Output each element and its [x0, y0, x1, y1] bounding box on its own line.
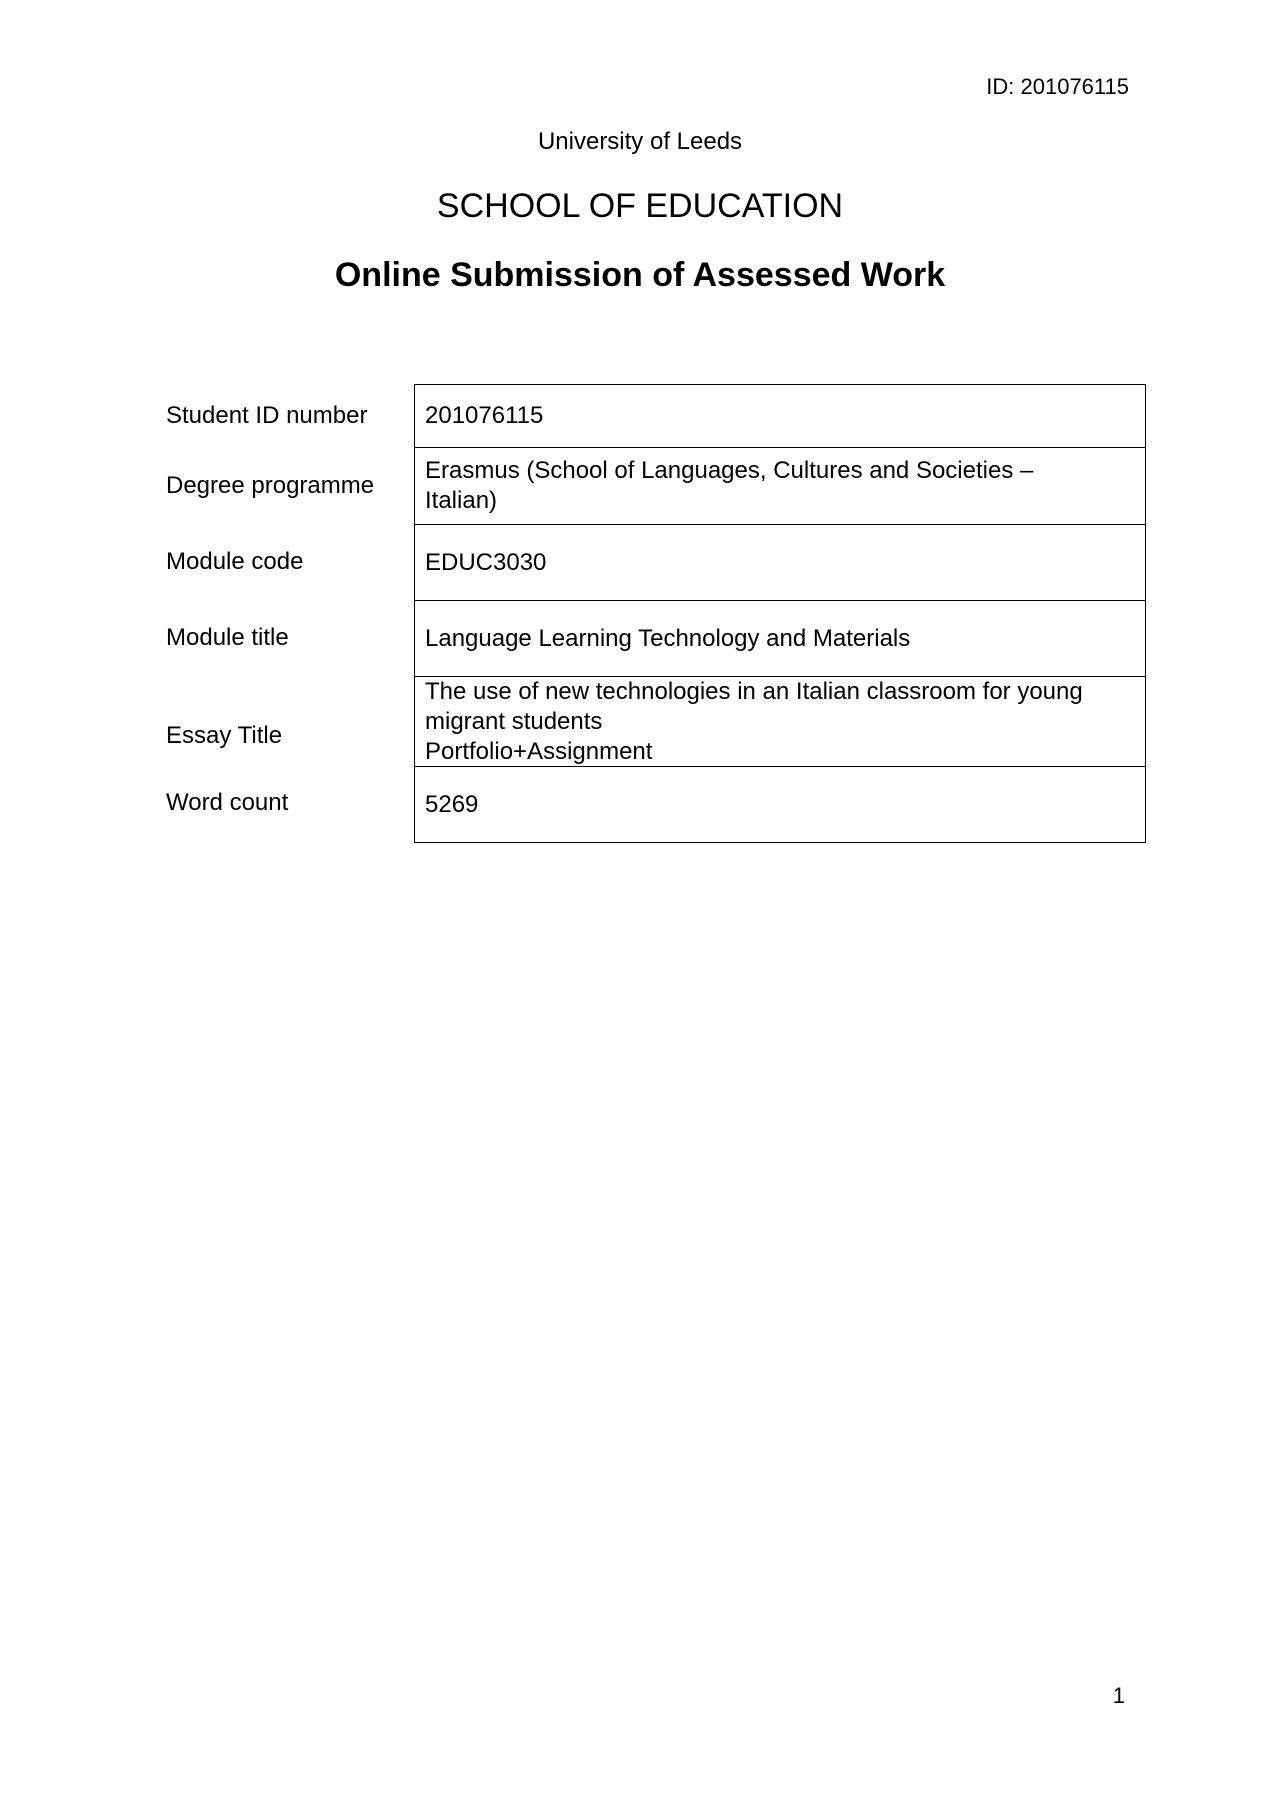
essay-title-line-3: Portfolio+Assignment: [425, 737, 653, 765]
label-word-count: Word count: [166, 789, 289, 816]
essay-title-line-1: The use of new technologies in an Italian classroom for young: [425, 677, 1083, 705]
page-title: Online Submission of Assessed Work: [334, 256, 946, 294]
label-essay-title: Essay Title: [166, 722, 283, 749]
module-title-text: Language Learning Technology and Materials: [425, 624, 911, 652]
school-name: SCHOOL OF EDUCATION: [436, 187, 844, 225]
value-degree-programme: [415, 448, 1145, 525]
submission-details-table: [414, 384, 1146, 843]
value-module-title: [415, 601, 1145, 677]
document-id: ID: 201076115: [986, 74, 1129, 99]
degree-programme-line-2: Italian): [425, 487, 498, 514]
label-degree-programme: Degree programme: [166, 472, 375, 499]
label-module-title: Module title: [166, 624, 289, 651]
module-code-text: EDUC3030: [425, 548, 547, 576]
value-student-id: [415, 385, 1145, 448]
value-word-count: [415, 767, 1145, 842]
degree-programme-line-1: Erasmus (School of Languages, Cultures and Societies –: [425, 457, 1034, 484]
word-count-text: 5269: [425, 790, 479, 818]
essay-title-line-2: migrant students: [425, 707, 603, 735]
university-name: University of Leeds: [537, 128, 743, 155]
label-student-id: Student ID number: [166, 402, 368, 429]
page-number: 1: [1112, 1683, 1125, 1708]
student-id-text: 201076115: [425, 402, 544, 429]
label-module-code: Module code: [166, 548, 304, 575]
value-essay-title: [415, 677, 1145, 767]
value-module-code: [415, 525, 1145, 601]
